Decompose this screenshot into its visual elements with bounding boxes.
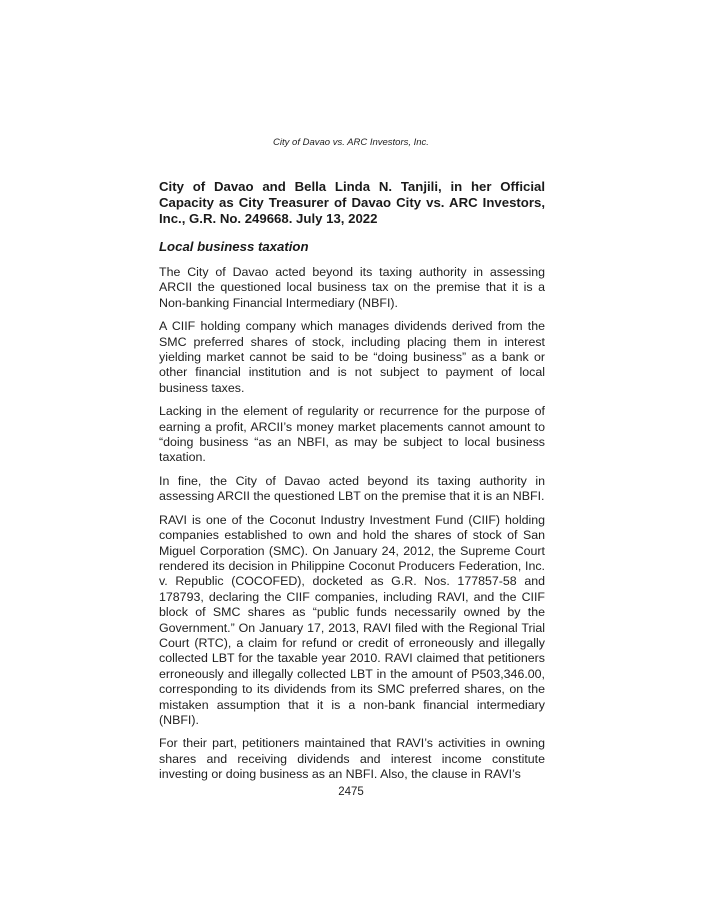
paragraph: In fine, the City of Davao acted beyond its taxing authority in assessing ARCII the questioned LBT on the premise that it is an NBFI. bbox=[159, 473, 545, 504]
paragraph: The City of Davao acted beyond its taxing authority in assessing ARCII the questioned local business tax on the premise that it is a Non-banking Financial Intermediary (NBFI). bbox=[159, 265, 545, 310]
page-number: 2475 bbox=[338, 786, 364, 798]
paragraph: A CIIF holding company which manages dividends derived from the SMC preferred shares of stock, including placing them in interest yielding market cannot be said to be “doing business” as a bank or other financial institution and is not subject to payment of local business taxes. bbox=[159, 319, 545, 395]
case-title: City of Davao and Bella Linda N. Tanjili, in her Official Capacity as City Treasurer of Davao City vs. ARC Investors, Inc., G.R. No. 249668. July 13, 2022 bbox=[159, 179, 545, 226]
running-header: City of Davao vs. ARC Investors, Inc. bbox=[273, 137, 429, 148]
section-heading: Local business taxation bbox=[159, 239, 309, 254]
paragraph: For their part, petitioners maintained that RAVI’s activities in owning shares and receiving dividends and interest income constitute investing or doing business as an NBFI. Also, the clause in RAVI’s bbox=[159, 736, 545, 782]
page-body bbox=[159, 179, 545, 791]
paragraph: RAVI is one of the Coconut Industry Investment Fund (CIIF) holding companies established to own and hold the shares of stock of San Miguel Corporation (SMC). On January 24, 2012, the Supreme Court rendered its decision in Philippine Coconut Producers Federation, Inc. v. Republic (COCOFED), docketed as G.R. Nos. 177857-58 and 178793, declaring the CIIF companies, including RAVI, and the CIIF block of SMC shares as “public funds necessarily owned by the Government.” On January 17, 2013, RAVI filed with the Regional Trial Court (RTC), a claim for refund or credit of erroneously and illegally collected LBT for the taxable year 2010. RAVI claimed that petitioners erroneously and illegally collected LBT in the amount of P503,346.00, corresponding to its dividends from its SMC preferred shares, on the mistaken assumption that it is a non-bank financial intermediary (NBFI). bbox=[159, 512, 545, 727]
paragraph: Lacking in the element of regularity or recurrence for the purpose of earning a profit, ARCII’s money market placements cannot amount to “doing business “as an NBFI, as may be subject to local business taxation. bbox=[159, 404, 545, 465]
